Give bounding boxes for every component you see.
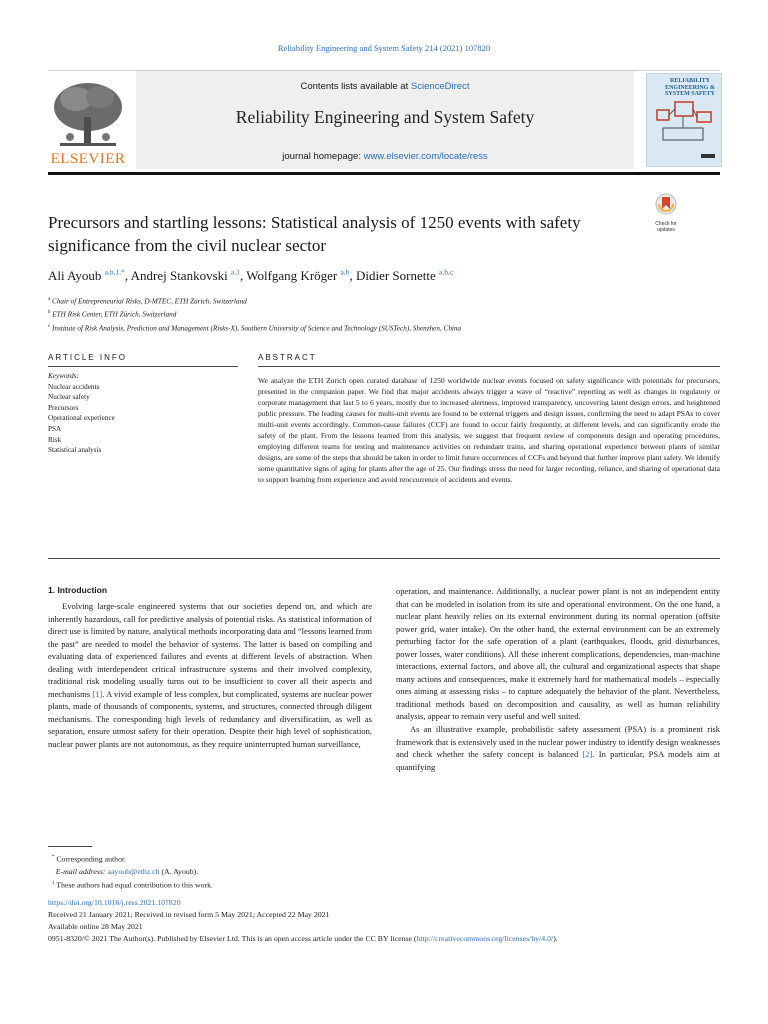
affiliation-text: Chair of Entrepreneurial Risks, D-MTEC, ETH Zürich, Switzerland: [52, 297, 247, 306]
author[interactable]: [356, 268, 453, 283]
paragraph-text: . In particular, PSA models aim at quantifying: [396, 749, 720, 772]
body-column-left: [48, 600, 372, 751]
publication-info: [48, 897, 728, 945]
author-affiliation-marks[interactable]: a,b: [340, 268, 350, 277]
abstract-text: We analyze the ETH Zurich open curated database of 1250 worldwide nuclear events focused on safety significance with potentials for precursors, presented in the companion paper. We find that major accidents always trigger a wave of “reactive” reporting as well as changes in regulatory or corporate management that last 5 to 6 years, mostly due to increased alertness, improved transparency, uncovering latent design errors, and heightened public pressure. The leading causes for multi-unit events are found to be external triggers and design issues, confirming the need to adapt PSAs to cover multi-unit events accordingly. Common-cause failures (CCF) are found to occur fairly frequently, at different levels, and can significantly erode the safety of the plant. From the lessons learned from this analysis, we suggest that frequent review of components design and operating procedures, employing different teams for testing and maintenance activities on redundant trains, and sharing operational experience between plants of similar designs, are some of the steps that should be taken in order to limit future occurrences of CCFs and beyond that further improve plant safety. We identify some quantitative signs of aging for plants after the age of 25. Our findings stress the need for larger recording, reliance, and sharing of operational data to support learning from experience and avoid reoccurrence of accidents and events.: [258, 376, 720, 484]
abstract: [258, 353, 720, 486]
affiliation-text: Institute of Risk Analysis, Prediction and Management (Risks-X), Southern University of Science and Technology (SUSTech), Shenzhen, China: [52, 324, 462, 333]
received-dates: Received 21 January 2021; Received in revised form 5 May 2021; Accepted 22 May 2021: [48, 910, 330, 920]
article-info-heading: ARTICLE INFO: [48, 353, 127, 362]
online-date: Available online 28 May 2021: [48, 922, 143, 932]
author-list: [48, 268, 720, 284]
keyword: Statistical analysis: [48, 446, 102, 455]
abstract-bottom-rule: [48, 558, 720, 559]
author-separator: ,: [349, 268, 356, 284]
license-line: [48, 933, 728, 945]
affiliation: [48, 294, 720, 307]
author-separator: ,: [124, 268, 131, 284]
email-link[interactable]: aayoub@ethz.ch: [107, 866, 160, 876]
author[interactable]: [48, 268, 131, 283]
masthead-divider: [48, 172, 720, 175]
footnote-email: [48, 866, 720, 878]
footnote-rule: [48, 846, 92, 847]
footnote-text: Corresponding author.: [56, 854, 127, 864]
author-affiliation-marks[interactable]: a,b,1,*: [104, 268, 125, 277]
running-head[interactable]: Reliability Engineering and System Safety 214 (2021) 107820: [277, 43, 491, 53]
paragraph: [396, 723, 720, 773]
keyword: Operational experience: [48, 414, 115, 423]
paragraph-text: As an illustrative example, probabilistic safety assessment (PSA) is a prominent risk framework that is extensively used in the nuclear power industry to identify design weaknesses and check whether the safety concept is balanced: [396, 724, 720, 760]
keywords-label: Keywords:: [48, 372, 79, 380]
keyword: Nuclear safety: [48, 393, 90, 402]
reference-link[interactable]: [1]: [92, 688, 103, 699]
author-affiliation-marks[interactable]: a,b,c: [439, 268, 454, 277]
cover-illustration-icon: [647, 74, 721, 166]
check-updates-icon: [655, 193, 677, 217]
keyword: Risk: [48, 435, 62, 444]
paragraph: [48, 600, 372, 751]
paragraph-text: Evolving large-scale engineered systems that our societies depend on, and which are inherently hazardous, call for predictive analysis of potential risks. As statistical information of direct use is limited by nature, analytical methods incorporating data and “lessons learned from the past” are needed to model the behavior of systems. The latter is based on compiling and evaluating data of experienced failures and events at different levels of abstraction. When dealing with interdependent critical infrastructure systems and their involved complexity, traditional risk modeling usually turns out to be insufficient to cover all their aspects and mechanisms: [48, 601, 372, 699]
author-name[interactable]: Didier Sornette: [355, 268, 436, 284]
email-label: E-mail address:: [55, 866, 106, 876]
check-for-updates-badge[interactable]: [648, 193, 684, 233]
affiliation-mark: c: [48, 323, 51, 329]
contents-line: [136, 81, 634, 92]
abstract-heading: ABSTRACT: [258, 353, 317, 362]
keyword: Precursors: [48, 403, 79, 412]
journal-info-box: [136, 71, 634, 169]
homepage-line: [136, 151, 634, 162]
license-text: 0951-8320/© 2021 The Author(s). Published by Elsevier Ltd. This is an open access article under the CC BY license (: [48, 934, 417, 944]
affiliation: [48, 321, 720, 334]
author-name[interactable]: Andrej Stankovski: [130, 268, 228, 284]
keywords: [48, 371, 238, 456]
article-title: Precursors and startling lessons: Statistical analysis of 1250 events with safety significance from the civil nuclear sector: [48, 213, 581, 255]
paragraph: operation, and maintenance. Additionally, a nuclear power plant is not an independent entity that can be modeled in isolation from its site and operational environment. On the one hand, a nuclear plant heavily relies on its external environment during its normal operation (offsite power grid, water intake). On the other hand, the external environment can be an extremely perturbing factor for the safe operation of a plant (earthquakes, floods, grid disturbances, power losses, water conditions). All these inherent complications, dependencies, man-machine interactions, external factors, and above all, the cultural and organizational aspects that shape many actions and consequences, make it extremely hard for mathematical models – especially ones aiming at assessing risks – to capture adequately the behavior of the plant. Nevertheless, traditional methods based on decomposition and causality, as well as human reliability analysis, appear to remain very useful and well suited.: [396, 586, 720, 722]
journal-title: Reliability Engineering and System Safety: [235, 107, 535, 127]
affiliation-mark: b: [48, 310, 51, 316]
body-column-right: [396, 585, 720, 773]
keyword: PSA: [48, 424, 62, 433]
email-suffix: (A. Ayoub).: [159, 866, 199, 876]
author-name[interactable]: Wolfgang Kröger: [246, 268, 338, 284]
cover-title: RELIABILITY ENGINEERING & SYSTEM SAFETY: [665, 78, 715, 97]
affiliation-list: [48, 294, 720, 334]
footnote-equal: $^1$ These authors had equal contribution to this work.: [51, 880, 213, 890]
check-updates-label: Check for updates: [655, 221, 677, 233]
affiliation-text: ETH Risk Center, ETH Zürich, Switzerland: [52, 310, 177, 319]
publisher-name: ELSEVIER: [50, 151, 126, 167]
author-name[interactable]: Ali Ayoub: [48, 268, 102, 284]
doi-link[interactable]: https://doi.org/10.1016/j.ress.2021.107820: [48, 898, 181, 907]
footnote-corresponding: * Corresponding author.: [51, 854, 127, 864]
paragraph-text: . A vivid example of less complex, but complicated, systems are nuclear power plants, made of thousands of components, systems, and structures, connected through diligent mechanisms. The corresponding high levels of redundancy and diversification, as well as separation, ensure utmost safety for their operation. Despite their high level of sophistication, nuclear power plants are not autonomous, as they require uninterrupted human surveillance,: [48, 688, 372, 750]
affiliation-mark: a: [48, 297, 51, 302]
author-affiliation-marks[interactable]: a,1: [231, 268, 240, 277]
affiliation: [48, 307, 720, 320]
abstract-rule: [258, 366, 720, 367]
author[interactable]: [131, 268, 247, 283]
homepage-prefix: journal homepage:: [282, 151, 364, 162]
journal-cover-thumbnail[interactable]: [646, 73, 722, 167]
intro-heading: 1. Introduction: [48, 585, 108, 595]
article-info-rule: [48, 366, 238, 367]
sciencedirect-link[interactable]: ScienceDirect: [410, 81, 470, 92]
journal-masthead: [48, 70, 720, 171]
journal-homepage-link[interactable]: www.elsevier.com/locate/ress: [363, 151, 488, 162]
license-link[interactable]: http://creativecommons.org/licenses/by/4.0/: [416, 934, 554, 944]
footnote-text: These authors had equal contribution to this work.: [56, 880, 213, 890]
author[interactable]: [246, 268, 356, 283]
author-separator: ,: [239, 268, 247, 284]
license-suffix: ).: [553, 934, 558, 944]
reference-link[interactable]: [2]: [582, 749, 593, 760]
footnotes: [48, 852, 720, 892]
keyword: Nuclear accidents: [48, 382, 100, 391]
article-info: [48, 353, 238, 456]
contents-prefix: Contents lists available at: [300, 81, 411, 92]
